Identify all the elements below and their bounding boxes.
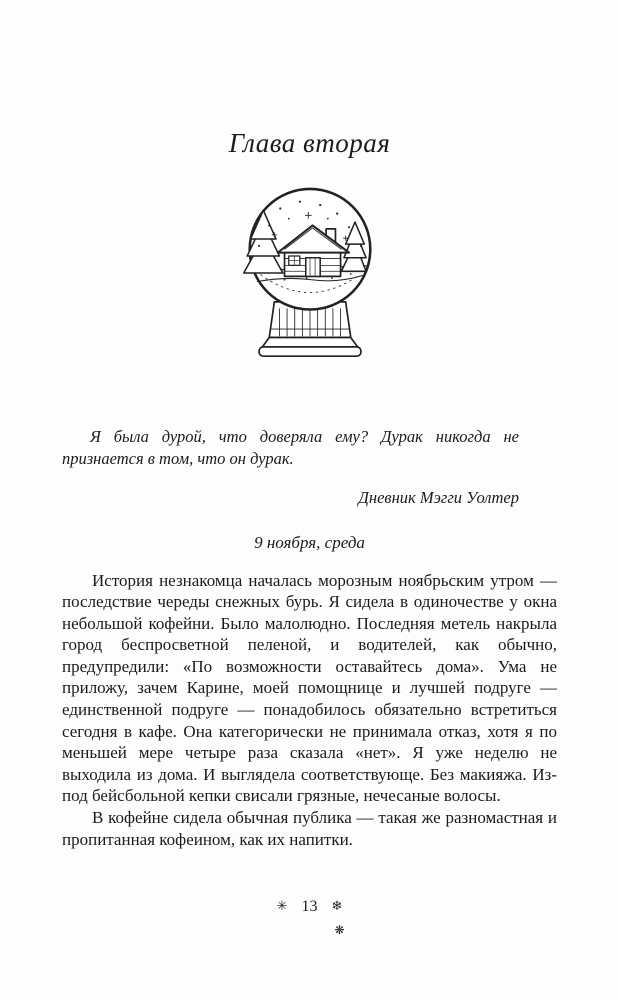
chapter-illustration (62, 183, 557, 368)
paragraph: В кофейне сидела обычная публика — такая же разномастная и пропитанная кофеином, как их напитки. (62, 808, 557, 849)
snowflake-bottom-icon: ❋ (334, 923, 345, 937)
epigraph-text: Я была дурой, что доверяла ему? Дурак никогда не признается в том, что он дурак. (62, 427, 519, 468)
snow-globe-icon (225, 183, 395, 363)
page-footer-ornament (30, 922, 619, 940)
page-footer (0, 898, 619, 916)
body-text (62, 570, 557, 851)
epigraph (62, 426, 519, 509)
paragraph: История незнакомца началась морозным ноябрьским утром — последствие череды снежных бурь. Я сидела в одиночестве у окна небольшой кофейни. Было малолюдно. Последняя метель накрыла город беспросветной пеленой, и водителей, как обычно, предупредили: «По возможности оставайтесь дома». Ума не приложу, зачем Карине, моей помощнице и лучшей подруге — единственной подруге — понадобилось обязательно встретиться сегодня в кафе. Она категорически не принимала отказ, хотя я по меньшей мере четыре раза сказала «нет». Я уже неделю не выходила из дома. И выглядела соответствующе. Без макияжа. Из-под бейсбольной кепки свисали грязные, нечесаные волосы. (62, 570, 557, 806)
dateline: 9 ноября, среда (254, 532, 365, 552)
page-number: 13 (301, 898, 318, 915)
chapter-title: Глава вторая (228, 128, 391, 158)
snowflake-left-icon: ✳ (276, 899, 288, 914)
epigraph-attribution: Дневник Мэгги Уолтер (358, 487, 519, 507)
snowflake-right-icon: ❄ (331, 899, 343, 914)
